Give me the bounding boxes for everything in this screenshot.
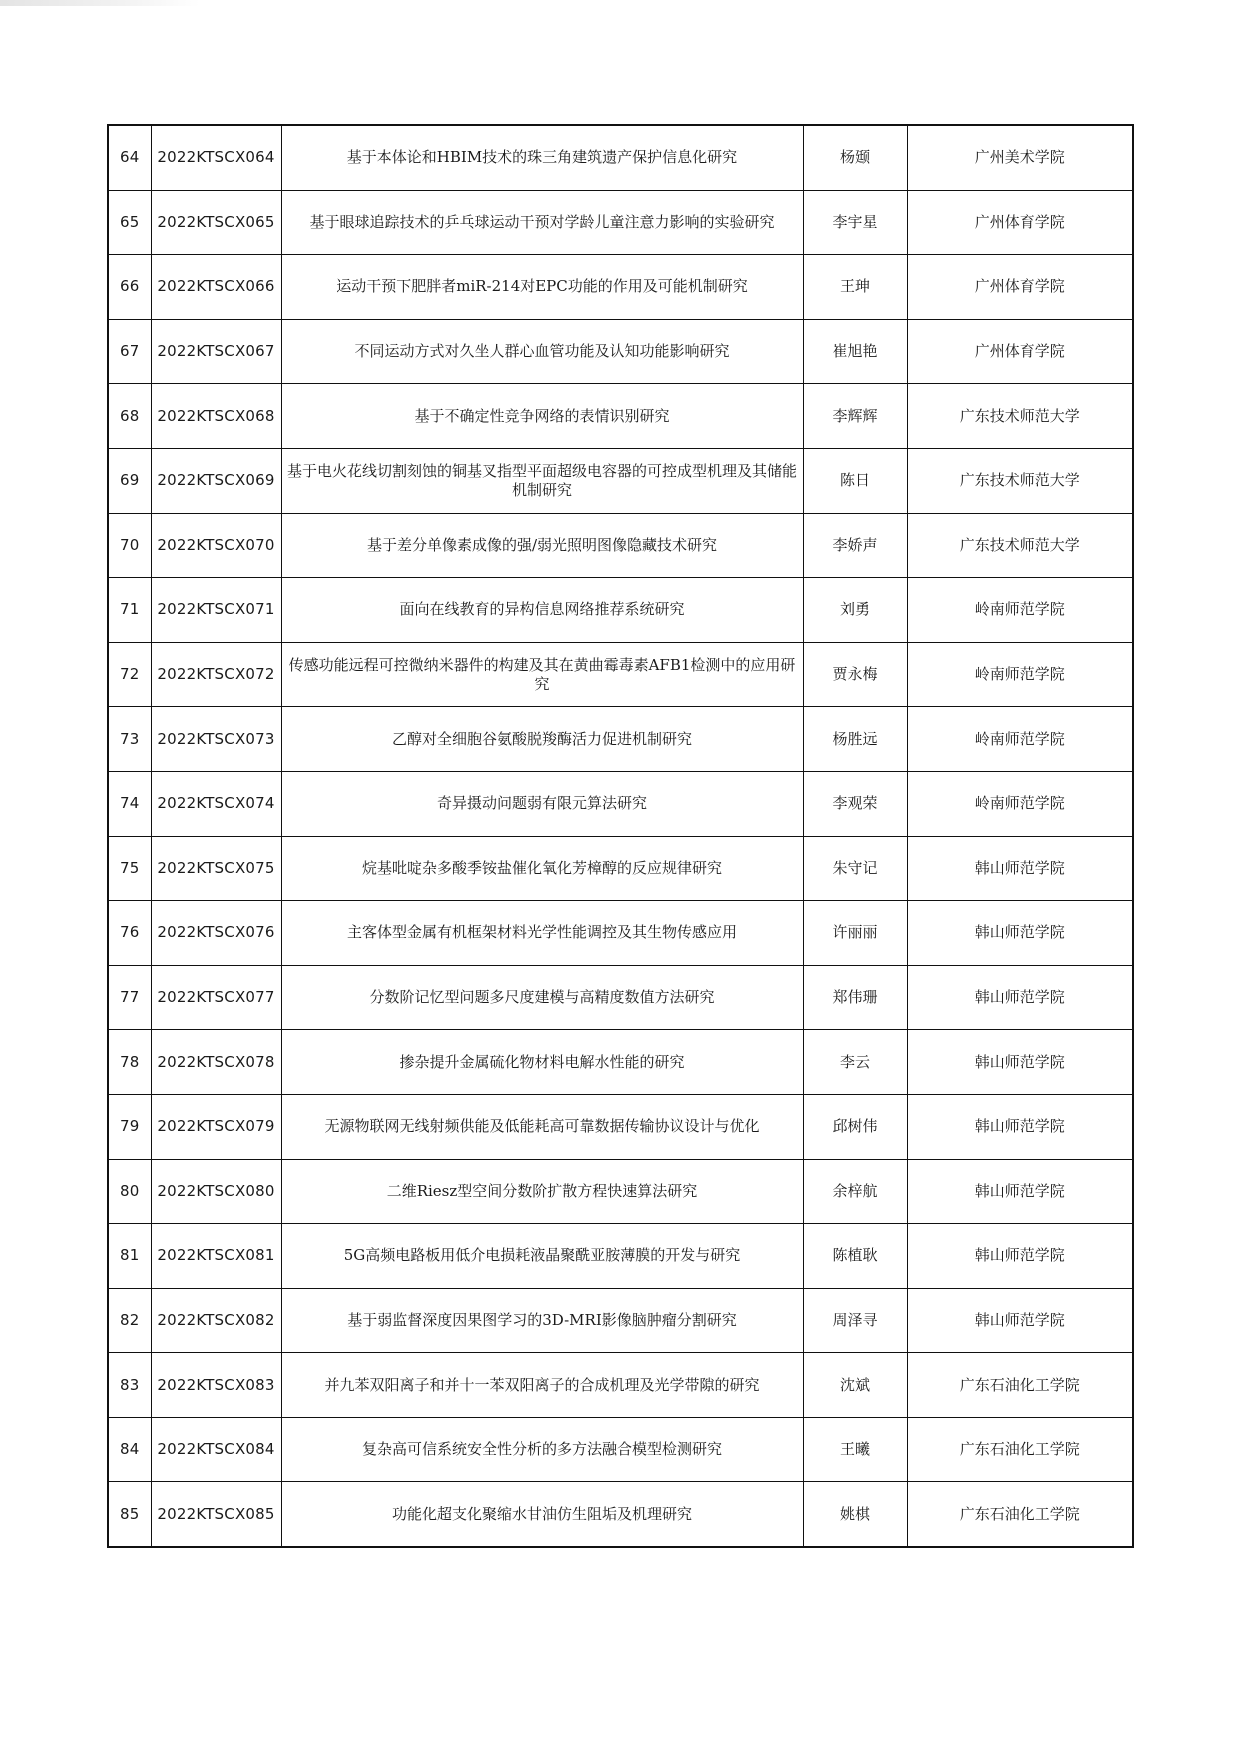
principal-investigator: 邱树伟 — [803, 1094, 907, 1159]
project-list-table — [107, 124, 1134, 1548]
table-row — [108, 965, 1133, 1030]
table-row — [108, 901, 1133, 966]
row-number: 75 — [108, 836, 151, 901]
table-row — [108, 125, 1133, 190]
institution-name: 广东石油化工学院 — [907, 1482, 1133, 1547]
project-title: 基于差分单像素成像的强/弱光照明图像隐藏技术研究 — [281, 513, 803, 578]
institution-name: 广东石油化工学院 — [907, 1417, 1133, 1482]
row-number: 74 — [108, 771, 151, 836]
row-number: 65 — [108, 190, 151, 255]
institution-name: 韩山师范学院 — [907, 965, 1133, 1030]
institution-name: 广州体育学院 — [907, 319, 1133, 384]
row-number: 64 — [108, 125, 151, 190]
project-code: 2022KTSCX083 — [151, 1353, 281, 1418]
project-code: 2022KTSCX064 — [151, 125, 281, 190]
project-title: 掺杂提升金属硫化物材料电解水性能的研究 — [281, 1030, 803, 1095]
table-row — [108, 255, 1133, 320]
table-row — [108, 513, 1133, 578]
institution-name: 韩山师范学院 — [907, 1288, 1133, 1353]
project-code: 2022KTSCX077 — [151, 965, 281, 1030]
principal-investigator: 杨胜远 — [803, 707, 907, 772]
institution-name: 广东石油化工学院 — [907, 1353, 1133, 1418]
table-row — [108, 448, 1133, 513]
institution-name: 韩山师范学院 — [907, 1030, 1133, 1095]
project-code: 2022KTSCX076 — [151, 901, 281, 966]
table-row — [108, 1224, 1133, 1289]
row-number: 66 — [108, 255, 151, 320]
project-code: 2022KTSCX080 — [151, 1159, 281, 1224]
table-row — [108, 319, 1133, 384]
project-title: 基于本体论和HBIM技术的珠三角建筑遗产保护信息化研究 — [281, 125, 803, 190]
institution-name: 广东技术师范大学 — [907, 384, 1133, 449]
row-number: 82 — [108, 1288, 151, 1353]
project-code: 2022KTSCX065 — [151, 190, 281, 255]
project-title: 无源物联网无线射频供能及低能耗高可靠数据传输协议设计与优化 — [281, 1094, 803, 1159]
row-number: 76 — [108, 901, 151, 966]
row-number: 68 — [108, 384, 151, 449]
row-number: 72 — [108, 642, 151, 707]
row-number: 84 — [108, 1417, 151, 1482]
project-code: 2022KTSCX078 — [151, 1030, 281, 1095]
project-code: 2022KTSCX082 — [151, 1288, 281, 1353]
project-code: 2022KTSCX074 — [151, 771, 281, 836]
table-row — [108, 190, 1133, 255]
table-row — [108, 707, 1133, 772]
principal-investigator: 姚棋 — [803, 1482, 907, 1547]
project-code: 2022KTSCX075 — [151, 836, 281, 901]
row-number: 79 — [108, 1094, 151, 1159]
principal-investigator: 周泽寻 — [803, 1288, 907, 1353]
project-code: 2022KTSCX067 — [151, 319, 281, 384]
project-code: 2022KTSCX073 — [151, 707, 281, 772]
institution-name: 岭南师范学院 — [907, 578, 1133, 643]
project-code: 2022KTSCX081 — [151, 1224, 281, 1289]
table-row — [108, 836, 1133, 901]
row-number: 67 — [108, 319, 151, 384]
institution-name: 广东技术师范大学 — [907, 448, 1133, 513]
row-number: 80 — [108, 1159, 151, 1224]
project-code: 2022KTSCX085 — [151, 1482, 281, 1547]
institution-name: 广东技术师范大学 — [907, 513, 1133, 578]
principal-investigator: 陈日 — [803, 448, 907, 513]
project-code: 2022KTSCX069 — [151, 448, 281, 513]
table-row — [108, 1030, 1133, 1095]
row-number: 77 — [108, 965, 151, 1030]
project-code: 2022KTSCX072 — [151, 642, 281, 707]
institution-name: 岭南师范学院 — [907, 642, 1133, 707]
institution-name: 韩山师范学院 — [907, 1094, 1133, 1159]
principal-investigator: 刘勇 — [803, 578, 907, 643]
project-title: 基于眼球追踪技术的乒乓球运动干预对学龄儿童注意力影响的实验研究 — [281, 190, 803, 255]
row-number: 69 — [108, 448, 151, 513]
project-title: 烷基吡啶杂多酸季铵盐催化氧化芳樟醇的反应规律研究 — [281, 836, 803, 901]
institution-name: 岭南师范学院 — [907, 707, 1133, 772]
project-title: 并九苯双阳离子和并十一苯双阳离子的合成机理及光学带隙的研究 — [281, 1353, 803, 1418]
row-number: 83 — [108, 1353, 151, 1418]
project-code: 2022KTSCX070 — [151, 513, 281, 578]
project-title: 运动干预下肥胖者miR-214对EPC功能的作用及可能机制研究 — [281, 255, 803, 320]
table-row — [108, 1482, 1133, 1547]
project-title: 乙醇对全细胞谷氨酸脱羧酶活力促进机制研究 — [281, 707, 803, 772]
project-code: 2022KTSCX084 — [151, 1417, 281, 1482]
row-number: 78 — [108, 1030, 151, 1095]
row-number: 81 — [108, 1224, 151, 1289]
institution-name: 韩山师范学院 — [907, 836, 1133, 901]
table-row — [108, 1094, 1133, 1159]
table-row — [108, 642, 1133, 707]
project-title: 基于不确定性竞争网络的表情识别研究 — [281, 384, 803, 449]
institution-name: 广州体育学院 — [907, 190, 1133, 255]
project-title: 面向在线教育的异构信息网络推荐系统研究 — [281, 578, 803, 643]
project-code: 2022KTSCX068 — [151, 384, 281, 449]
project-title: 二维Riesz型空间分数阶扩散方程快速算法研究 — [281, 1159, 803, 1224]
principal-investigator: 陈植耿 — [803, 1224, 907, 1289]
row-number: 73 — [108, 707, 151, 772]
row-number: 85 — [108, 1482, 151, 1547]
principal-investigator: 李辉辉 — [803, 384, 907, 449]
table-row — [108, 1159, 1133, 1224]
project-title: 不同运动方式对久坐人群心血管功能及认知功能影响研究 — [281, 319, 803, 384]
table-row — [108, 1288, 1133, 1353]
project-title: 基于弱监督深度因果图学习的3D-MRI影像脑肿瘤分割研究 — [281, 1288, 803, 1353]
table-row — [108, 771, 1133, 836]
principal-investigator: 崔旭艳 — [803, 319, 907, 384]
principal-investigator: 杨颋 — [803, 125, 907, 190]
table-row — [108, 1353, 1133, 1418]
institution-name: 韩山师范学院 — [907, 1224, 1133, 1289]
institution-name: 广州美术学院 — [907, 125, 1133, 190]
principal-investigator: 王珅 — [803, 255, 907, 320]
principal-investigator: 许丽丽 — [803, 901, 907, 966]
principal-investigator: 李娇声 — [803, 513, 907, 578]
row-number: 71 — [108, 578, 151, 643]
principal-investigator: 李观荣 — [803, 771, 907, 836]
institution-name: 韩山师范学院 — [907, 901, 1133, 966]
row-number: 70 — [108, 513, 151, 578]
project-code: 2022KTSCX079 — [151, 1094, 281, 1159]
principal-investigator: 沈斌 — [803, 1353, 907, 1418]
principal-investigator: 朱守记 — [803, 836, 907, 901]
table-row — [108, 578, 1133, 643]
project-title: 分数阶记忆型问题多尺度建模与高精度数值方法研究 — [281, 965, 803, 1030]
project-list-body — [108, 125, 1133, 1547]
project-code: 2022KTSCX071 — [151, 578, 281, 643]
project-title: 主客体型金属有机框架材料光学性能调控及其生物传感应用 — [281, 901, 803, 966]
principal-investigator: 李云 — [803, 1030, 907, 1095]
institution-name: 韩山师范学院 — [907, 1159, 1133, 1224]
principal-investigator: 李宇星 — [803, 190, 907, 255]
table-row — [108, 1417, 1133, 1482]
principal-investigator: 王曦 — [803, 1417, 907, 1482]
principal-investigator: 郑伟珊 — [803, 965, 907, 1030]
institution-name: 广州体育学院 — [907, 255, 1133, 320]
institution-name: 岭南师范学院 — [907, 771, 1133, 836]
project-title: 基于电火花线切割刻蚀的铜基叉指型平面超级电容器的可控成型机理及其储能机制研究 — [281, 448, 803, 513]
project-title: 奇异摄动问题弱有限元算法研究 — [281, 771, 803, 836]
project-code: 2022KTSCX066 — [151, 255, 281, 320]
principal-investigator: 贾永梅 — [803, 642, 907, 707]
project-title: 功能化超支化聚缩水甘油仿生阻垢及机理研究 — [281, 1482, 803, 1547]
principal-investigator: 余梓航 — [803, 1159, 907, 1224]
scan-edge-mark — [0, 0, 200, 6]
project-title: 传感功能远程可控微纳米器件的构建及其在黄曲霉毒素AFB1检测中的应用研究 — [281, 642, 803, 707]
project-title: 复杂高可信系统安全性分析的多方法融合模型检测研究 — [281, 1417, 803, 1482]
project-title: 5G高频电路板用低介电损耗液晶聚酰亚胺薄膜的开发与研究 — [281, 1224, 803, 1289]
table-row — [108, 384, 1133, 449]
